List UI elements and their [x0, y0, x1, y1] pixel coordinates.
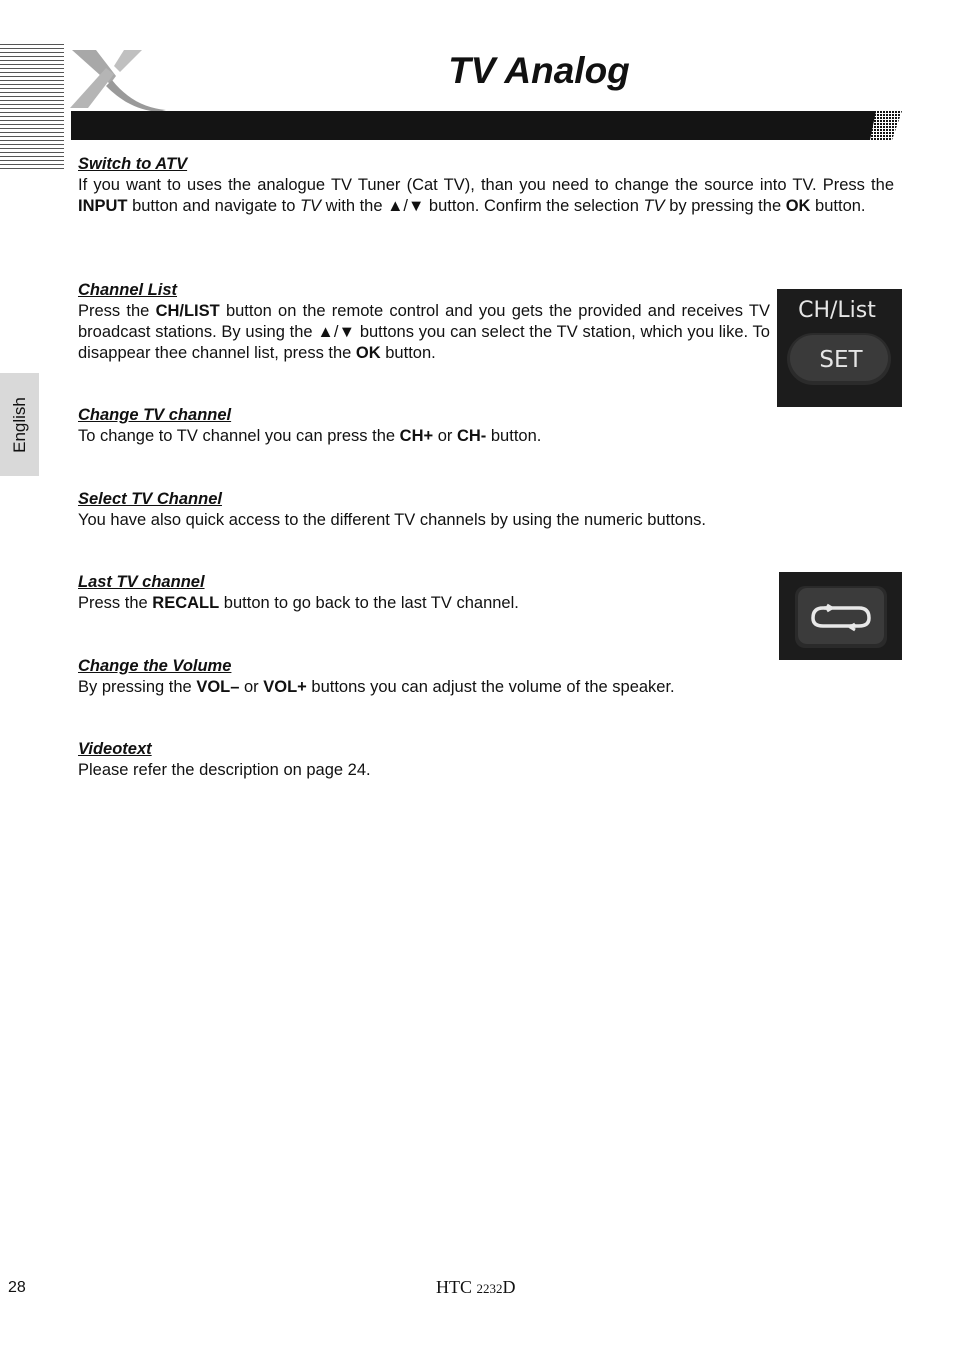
section-body: Please refer the description on page 24.: [78, 761, 371, 779]
chlist-label: CH/List: [798, 298, 876, 323]
section-body: Press the CH/LIST button on the remote control and you gets the provided and receives TV broadcast stations. By using the ▲/▼ buttons you can select the TV station, which you like. To disappear thee channel list, press the OK button.: [78, 302, 770, 362]
footer-model: HTC 2232D: [436, 1277, 516, 1297]
language-tab-label: English: [9, 396, 29, 453]
section-change-the-volume: [78, 656, 894, 698]
chlist-set-remote-image: [777, 289, 902, 407]
remote-buttons-graphic: [777, 289, 902, 407]
header-bar-dither: [862, 111, 902, 140]
section-videotext: [78, 739, 894, 781]
recall-loop-icon: [779, 572, 902, 660]
section-body: Press the RECALL button to go back to the last TV channel.: [78, 594, 519, 612]
section-channel-list: [78, 280, 770, 364]
section-body: To change to TV channel you can press the CH+ or CH- button.: [78, 427, 542, 445]
section-body: If you want to uses the analogue TV Tuner (Cat TV), than you need to change the source into TV. Press the INPUT button and navigate to TV with the ▲/▼ button. Confirm the selection TV by pressing the OK button.: [78, 176, 894, 215]
section-change-tv-channel: [78, 405, 894, 447]
section-body: You have also quick access to the different TV channels by using the numeric buttons.: [78, 511, 706, 529]
recall-remote-image: [779, 572, 902, 660]
set-label: SET: [819, 347, 863, 373]
language-tab: [0, 373, 39, 476]
section-last-tv-channel: [78, 572, 770, 614]
page-number: 28: [8, 1279, 26, 1296]
section-heading: Channel List: [78, 281, 178, 299]
section-heading: Videotext: [78, 740, 152, 758]
section-heading: Change TV channel: [78, 406, 232, 424]
section-body: By pressing the VOL– or VOL+ buttons you can adjust the volume of the speaker.: [78, 678, 675, 696]
section-heading: Select TV Channel: [78, 490, 222, 508]
section-heading: Last TV channel: [78, 573, 205, 591]
section-heading: Switch to ATV: [78, 155, 188, 173]
page-title: TV Analog: [448, 50, 630, 91]
section-switch-to-atv: [78, 154, 894, 217]
section-heading: Change the Volume: [78, 657, 232, 675]
header-bar: [71, 111, 866, 140]
section-select-tv-channel: [78, 489, 894, 531]
